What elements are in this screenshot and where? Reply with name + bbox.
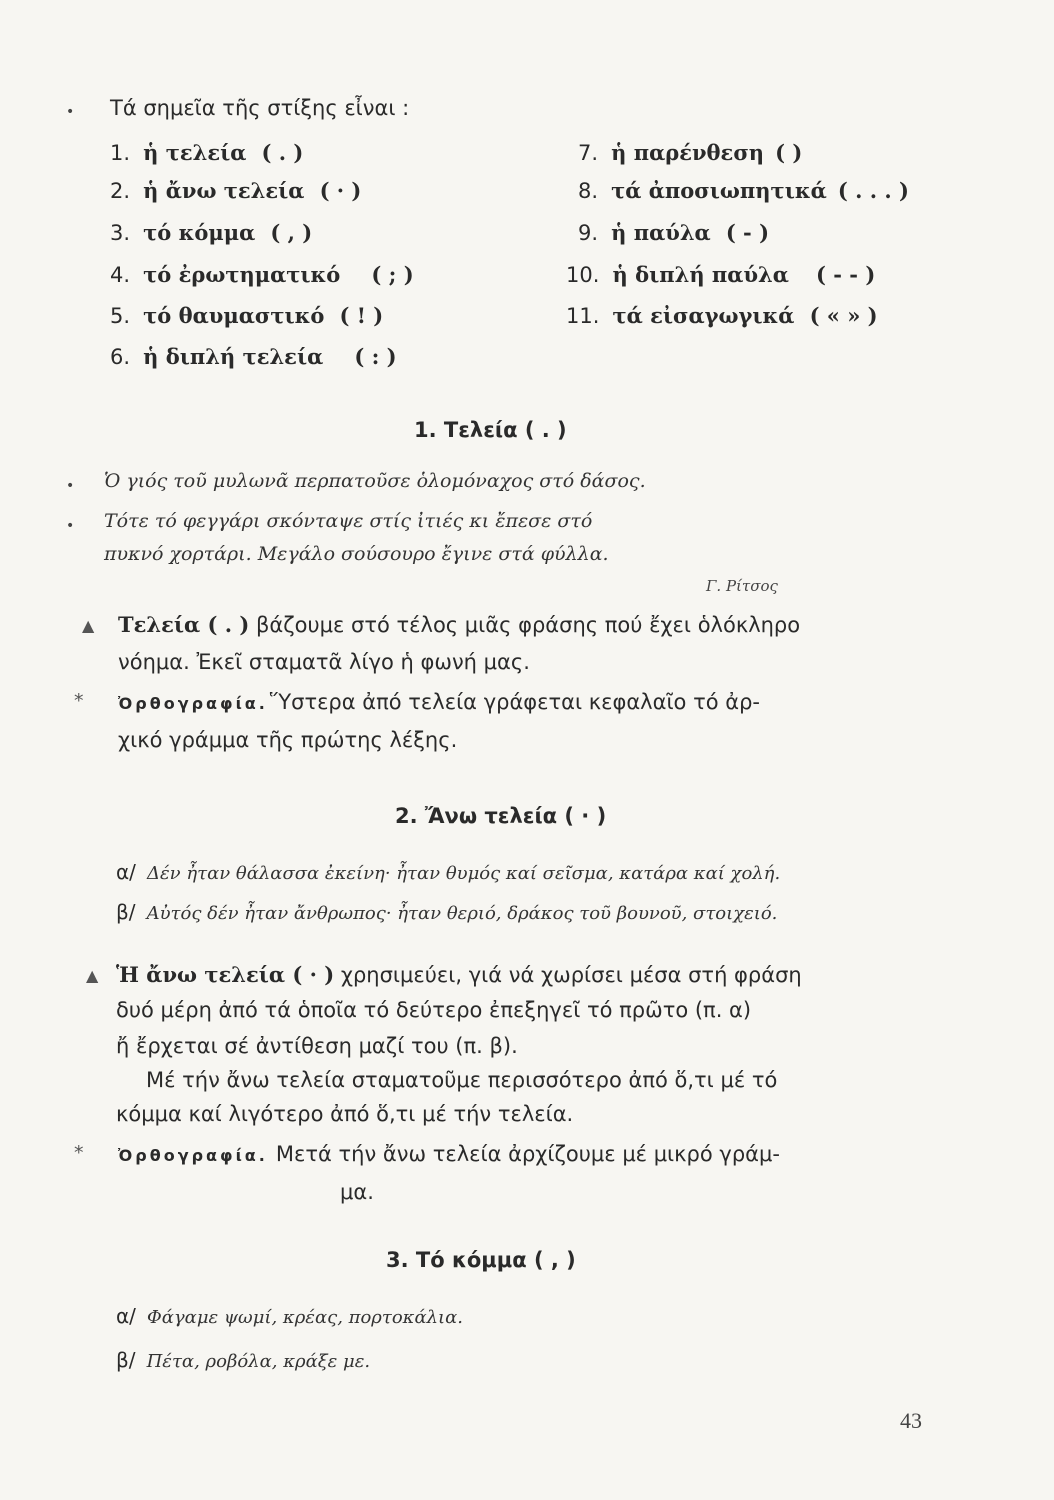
section-title: 3. Τό κόμμα ( , ): [386, 1248, 576, 1272]
list-item: 7. ἡ παρένθεση ( ): [578, 140, 803, 165]
star-icon: *: [74, 690, 84, 712]
star-icon: *: [74, 1142, 84, 1164]
intro-line: Τά σημεῖα τῆς στίξης εἶναι :: [110, 96, 410, 120]
example-a: α/ Δέν ἦταν θάλασσα ἐκείνη· ἦταν θυμός καί σεῖσμα, κατάρα καί χολή.: [116, 860, 781, 884]
example-sentence: Τότε τό φεγγάρι σκόνταψε στίς ἰτιές κι ἔπεσε στό: [104, 510, 593, 532]
orthography-note-line: μα.: [340, 1180, 374, 1204]
section-title: 1. Τελεία ( . ): [414, 418, 567, 442]
list-item: 6. ἡ διπλή τελεία ( : ): [110, 344, 397, 369]
list-item: 4. τό ἐρωτηματικό ( ; ): [110, 262, 414, 287]
bullet-marker: •: [66, 518, 75, 534]
section-title: 2. Ἄνω τελεία ( · ): [395, 804, 607, 828]
rule-paragraph-line: κόμμα καί λιγότερο ἀπό ὅ,τι μέ τήν τελεία.: [116, 1102, 574, 1126]
bleed-through-text: [150, 70, 156, 91]
example-b: β/ Πέτα, ροβόλα, κράξε με.: [116, 1348, 371, 1372]
list-item: 11. τά εἰσαγωγικά ( « » ): [566, 303, 878, 328]
author-attribution: Γ. Ρίτσος: [706, 577, 778, 595]
bullet-marker: •: [66, 478, 75, 494]
rule-paragraph-line: δυό μέρη ἀπό τά ὁποῖα τό δεύτερο ἐπεξηγεῖ τό πρῶτο (π. α): [116, 998, 752, 1022]
triangle-icon: ▲: [82, 616, 95, 635]
example-b: β/ Αὐτός δέν ἦταν ἄνθρωπος· ἦταν θεριό, δράκος τοῦ βουνοῦ, στοιχειό.: [116, 900, 778, 924]
example-sentence: πυκνό χορτάρι. Μεγάλο σούσουρο ἔγινε στά φύλλα.: [104, 543, 609, 565]
list-item: 5. τό θαυμαστικό ( ! ): [110, 303, 384, 328]
list-item: 9. ἡ παύλα ( - ): [578, 220, 770, 245]
list-item: 8. τά ἀποσιωπητικά ( . . . ): [578, 178, 909, 203]
orthography-note: Ὀρθογραφία.Ὕστερα ἀπό τελεία γράφεται κεφαλαῖο τό ἀρ-: [118, 690, 761, 714]
rule-paragraph-line: νόημα. Ἐκεῖ σταματᾶ λίγο ἡ φωνή μας.: [118, 650, 530, 674]
rule-paragraph: Τελεία ( . ) βάζουμε στό τέλος μιᾶς φράσης πού ἔχει ὁλόκληρο: [118, 612, 801, 637]
list-item: 3. τό κόμμα ( , ): [110, 220, 313, 245]
orthography-note-line: χικό γράμμα τῆς πρώτης λέξης.: [118, 728, 458, 752]
page-number: 43: [900, 1408, 922, 1433]
rule-paragraph-line: Μέ τήν ἄνω τελεία σταματοῦμε περισσότερο ἀπό ὅ,τι μέ τό: [146, 1068, 778, 1092]
rule-paragraph: Ἡ ἄνω τελεία ( · ) χρησιμεύει, γιά νά χωρίσει μέσα στή φράση: [116, 962, 802, 987]
orthography-note: Ὀρθογραφία. Μετά τήν ἄνω τελεία ἀρχίζουμε μέ μικρό γράμ-: [118, 1142, 780, 1166]
list-item: 1. ἡ τελεία ( . ): [110, 140, 304, 165]
rule-paragraph-line: ἤ ἔρχεται σέ ἀντίθεση μαζί του (π. β).: [116, 1034, 518, 1058]
list-item: 10. ἡ διπλή παύλα ( - - ): [566, 262, 876, 287]
triangle-icon: ▲: [86, 966, 99, 985]
list-item: 2. ἡ ἄνω τελεία ( · ): [110, 178, 362, 203]
bullet-marker: •: [66, 104, 75, 120]
example-a: α/ Φάγαμε ψωμί, κρέας, πορτοκάλια.: [116, 1304, 463, 1328]
example-sentence: Ὁ γιός τοῦ μυλωνᾶ περπατοῦσε ὁλομόναχος στό δάσος.: [104, 470, 646, 492]
